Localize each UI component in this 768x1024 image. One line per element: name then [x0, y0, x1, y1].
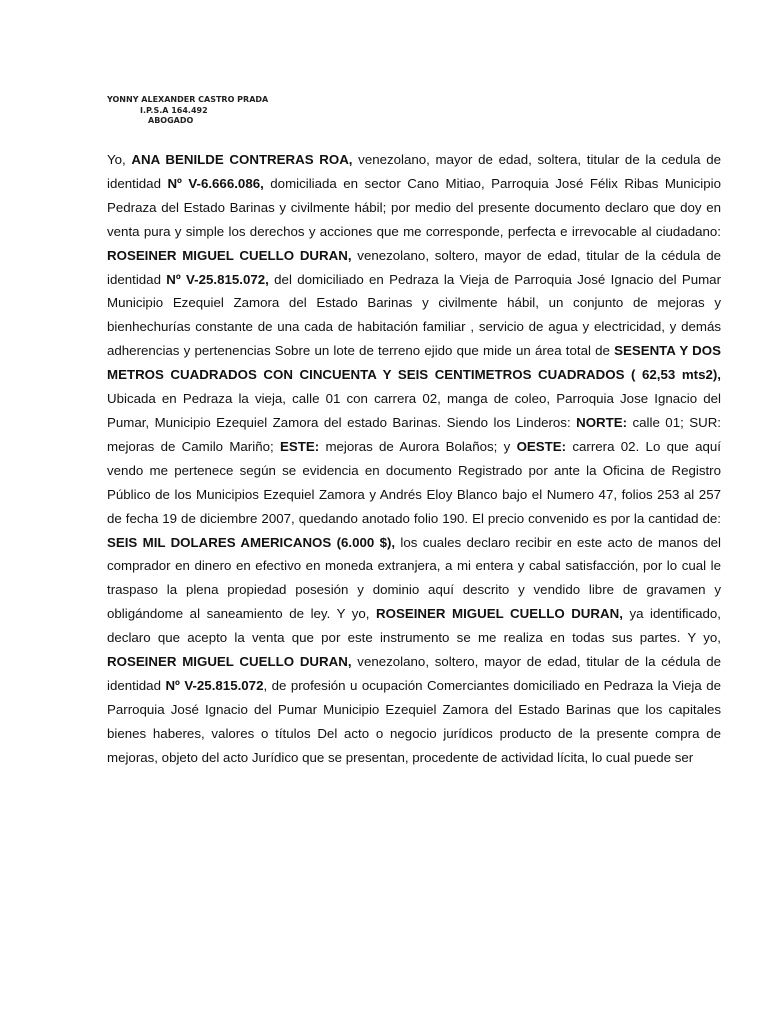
lawyer-name: YONNY ALEXANDER CASTRO PRADA [107, 95, 269, 104]
bold-text-segment: NORTE: [576, 414, 628, 430]
bold-text-segment: Nº V-25.815.072 [165, 677, 264, 693]
text-segment: venezolano, soltero, mayor de edad, titular de la cédula de identidad [107, 654, 721, 693]
bold-text-segment: ROSEINER MIGUEL CUELLO DURAN, [107, 654, 352, 670]
text-segment: mejoras de Aurora Bolaños; y [319, 438, 517, 454]
bold-text-segment: OESTE: [516, 438, 567, 454]
text-segment: carrera 02. Lo que aquí vendo me pertenece según se evidencia en documento Registrado por ante la Oficina de Registro Público de los Municipios Ezequiel Zamora y Andrés Eloy Blanco bajo el Numero 47, folios 253 al 257 de fecha 19 de diciembre 2007, quedando anotado folio 190. El precio convenido es por la cantidad de: [107, 438, 722, 526]
text-segment: calle 01; SUR: mejoras de Camilo Mariño; [107, 414, 721, 454]
text-segment: Ubicada en Pedraza la vieja, calle 01 con carrera 02, manga de coleo, Parroquia Jose Ignacio del Pumar, Municipio Ezequiel Zamora del estado Barinas. Siendo los Linderos: [107, 391, 721, 430]
text-segment: Yo, [107, 152, 132, 167]
text-segment: domiciliada en sector Cano Mitiao, Parroquia José Félix Ribas Municipio Pedraza del Estado Barinas y civilmente hábil; por medio del presente documento declaro que doy en venta pura y simple los derechos y acciones que me corresponde, perfecta e irrevocable al ciudadano: [107, 175, 722, 239]
document-body [107, 148, 721, 770]
text-segment: venezolano, soltero, mayor de edad, titular de la cédula de identidad [107, 247, 721, 287]
bold-text-segment: Nº V-25.815.072, [166, 271, 269, 287]
lawyer-title: ABOGADO [148, 116, 194, 125]
text-segment: los cuales declaro recibir en este acto de manos del comprador en dinero en efectivo en moneda extranjera, a mi entera y cabal satisfacción, por lo cual le traspaso la plena propiedad posesión y dominio aquí descrito y vendido libre de gravamen y obligándome al saneamiento de ley. Y yo, [107, 534, 721, 622]
bold-text-segment: ROSEINER MIGUEL CUELLO DURAN, [376, 606, 623, 622]
text-segment: , de profesión u ocupación Comerciantes domiciliado en Pedraza la Vieja de Parroquia José Ignacio del Pumar Municipio Ezequiel Zamora del Estado Barinas que los capitales bienes haberes, valores o títulos Del acto o negocio jurídicos producto de la presente compra de mejoras, objeto del acto Jurídico que se presentan, procedente de actividad lícita, lo cual puede ser [107, 677, 721, 765]
text-segment: del domiciliado en Pedraza la Vieja de Parroquia José Ignacio del Pumar Municipio Ezequiel Zamora del Estado Barinas y civilmente hábil, un conjunto de mejoras y bienhechurías constante de una cada de habitación familiar , servicio de agua y electricidad, y demás adherencias y pertenencias Sobre un lote de terreno ejido que mide un área total de [107, 271, 722, 359]
bold-text-segment: SEIS MIL DOLARES AMERICANOS (6.000 $), [107, 534, 396, 550]
bold-text-segment: ANA BENILDE CONTRERAS ROA, [131, 152, 353, 167]
bold-text-segment: ESTE: [279, 438, 320, 454]
bold-text-segment: Nº V-6.666.086, [167, 175, 264, 191]
bold-text-segment: SESENTA Y DOS METROS CUADRADOS CON CINCUENTA Y SEIS CENTIMETROS CUADRADOS ( 62,53 mts2), [107, 343, 721, 383]
text-segment: ya identificado, declaro que acepto la venta que por este instrumento se me realiza en todas sus partes. Y yo, [107, 606, 722, 646]
letterhead [107, 95, 307, 127]
bold-text-segment: ROSEINER MIGUEL CUELLO DURAN, [107, 247, 352, 263]
lawyer-ipsa: I.P.S.A 164.492 [140, 105, 208, 115]
text-segment: venezolano, mayor de edad, soltera, titular de la cedula de identidad [107, 152, 722, 191]
